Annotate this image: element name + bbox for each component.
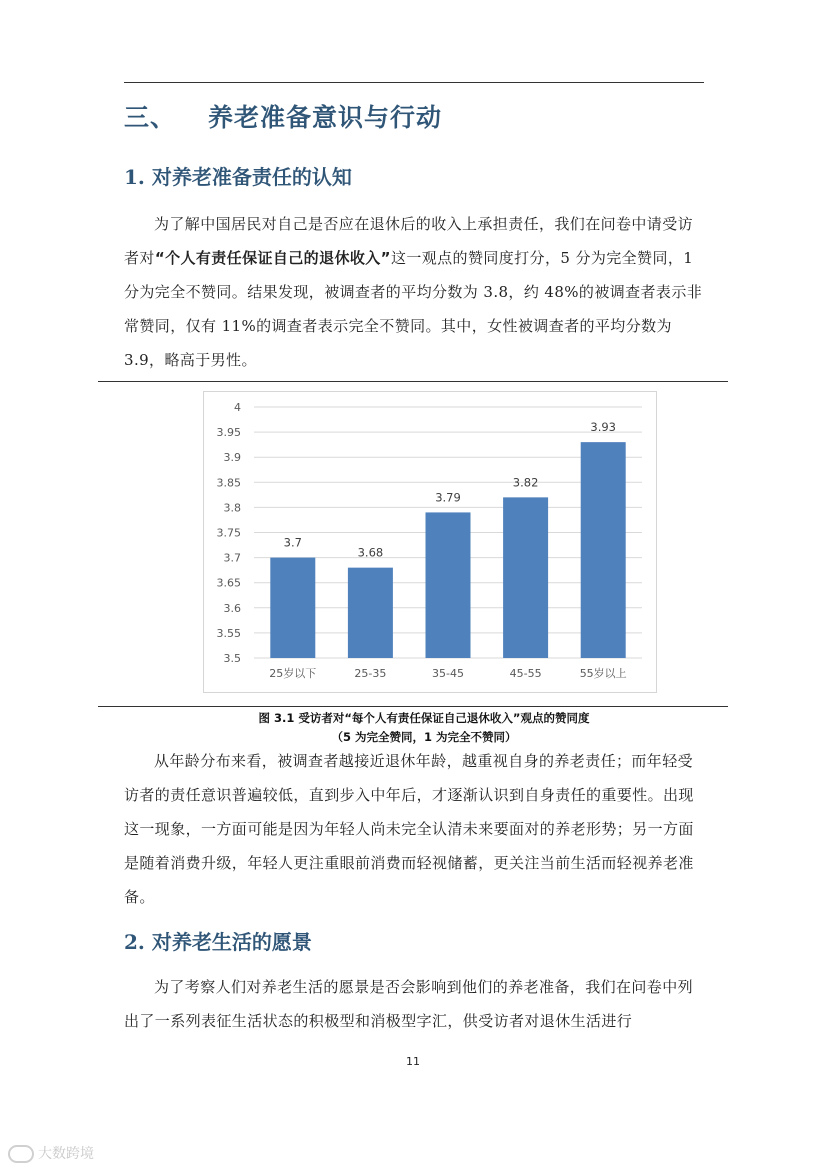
watermark-logo-icon	[8, 1145, 34, 1163]
y-tick-label: 3.95	[216, 426, 241, 440]
y-tick-label: 3.9	[223, 451, 241, 465]
paragraph-3: 为了考察人们对养老生活的愿景是否会影响到他们的养老准备，我们在问卷中列出了一系列表征生活状态的积极型和消极型字汇，供受访者对退休生活进行	[124, 978, 694, 1030]
section-number: 三、	[124, 103, 177, 132]
data-label: 3.7	[283, 535, 302, 550]
figure-bottom-rule	[98, 706, 728, 707]
bar	[581, 442, 626, 658]
data-label: 3.93	[590, 420, 617, 435]
y-tick-label: 3.65	[216, 576, 241, 590]
bar	[348, 568, 393, 658]
bar	[270, 558, 315, 658]
figure-caption-line2: （5 为完全赞同，1 为完全不赞同）	[331, 730, 517, 744]
paragraph-1	[124, 207, 704, 377]
x-tick-label: 25岁以下	[269, 667, 317, 680]
watermark-text: 大数跨境	[38, 1146, 94, 1162]
x-tick-label: 45-55	[509, 667, 542, 680]
figure-top-rule	[98, 381, 728, 382]
section-title	[124, 98, 442, 134]
x-tick-label: 55岁以上	[579, 667, 627, 680]
subsection-title-2: 2. 对养老生活的愿景	[124, 930, 312, 954]
header-rule	[124, 82, 704, 83]
paragraph-2: 从年龄分布来看，被调查者越接近退休年龄，越重视自身的养老责任；而年轻受访者的责任意识普遍较低，直到步入中年后，才逐渐认识到自身责任的重要性。出现这一现象，一方面可能是因为年轻人尚未完全认清未来要面对的养老形势；另一方面是随着消费升级，年轻人更注重眼前消费而轻视储蓄，更关注当前生活而轻视养老准备。	[124, 752, 694, 906]
x-tick-label: 25-35	[354, 667, 387, 680]
paragraph-1-part1: 为了解中国居民对自己是否应在退休后的收入上承担责任，我们在问卷中请受访者对	[124, 215, 694, 267]
y-tick-label: 3.7	[223, 551, 241, 565]
bar	[426, 512, 471, 658]
y-tick-label: 3.6	[223, 601, 241, 615]
data-label: 3.82	[512, 475, 539, 490]
bar	[503, 497, 548, 658]
subsection-title-1: 1. 对养老准备责任的认知	[124, 165, 352, 189]
y-tick-label: 4	[234, 401, 241, 414]
y-tick-label: 3.8	[223, 501, 241, 515]
paragraph-1-part2: 这一观点的赞同度打分，5 分为完全赞同，1 分为完全不赞同。结果发现，被调查者的平均分数为 3.8，约 48%的被调查者表示非常赞同，仅有 11%的调查者表示完全不赞同。其中，女性被调查者的平均分数为 3.9，略高于男性。	[124, 249, 703, 369]
y-tick-label: 3.55	[216, 626, 241, 640]
y-tick-label: 3.85	[216, 476, 241, 490]
y-tick-label: 3.5	[223, 652, 241, 665]
bar-chart	[203, 391, 657, 693]
data-label: 3.68	[357, 545, 384, 560]
x-tick-label: 35-45	[432, 667, 464, 680]
paragraph-1-quote: “个人有责任保证自己的退休收入”	[154, 249, 391, 267]
figure-caption-line1: 图 3.1 受访者对“每个人有责任保证自己退休收入”观点的赞同度	[258, 711, 590, 725]
data-label: 3.79	[435, 490, 461, 505]
section-title-text: 养老准备意识与行动	[208, 103, 443, 132]
bar-chart-svg	[204, 392, 656, 692]
watermark	[8, 1143, 94, 1163]
y-tick-label: 3.75	[216, 526, 241, 540]
page-number: 11	[406, 1055, 420, 1068]
